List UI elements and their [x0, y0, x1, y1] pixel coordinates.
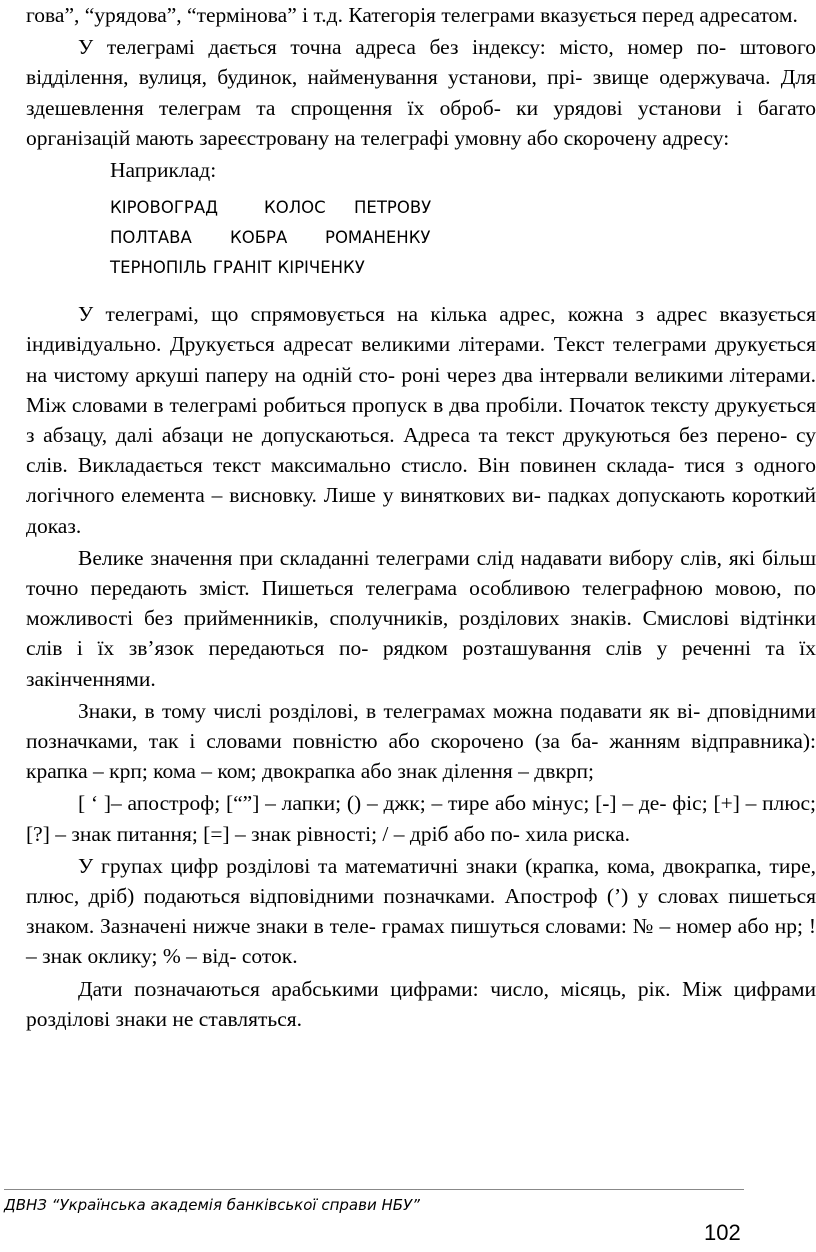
address-city: КІРОВОГРАД: [110, 198, 219, 218]
footer-institution: ДВНЗ “Українська академія банківської справи НБУ”: [4, 1196, 420, 1214]
address-code: КОБРА: [230, 228, 288, 248]
address-recipient: ПЕТРОВУ: [354, 198, 432, 218]
paragraph-multiple-addresses: У телеграмі, що спрямовується на кілька адрес, кожна з адрес вказується індивідуально. Друкується адресат великими літерами. Текст телеграми друкується на чистому аркуші паперу на одній сто- роні через два інтервали великими літерами. Між словами в телеграмі робиться пропуск в два пробіли. Початок тексту друкується з абзацу, далі абзаци не допускаються. Адреса та текст друкуються без перено- су слів. Викладається текст максимально стисло. Він повинен склада- тися з одного логічного елемента – висновку. Лише у виняткових ви- падках допускають короткий доказ.: [26, 302, 816, 538]
paragraph-digit-groups: У групах цифр розділові та математичні знаки (крапка, кома, двокрапка, тире, плюс, дріб) подаються відповідними позначками. Апостроф (’) у словах пишеться знаком. Зазначені нижче знаки в теле- грамах пишуться словами: № – номер або нр; ! – знак оклику; % – від- соток.: [26, 853, 816, 969]
paragraph-sign-list: [ ‘ ]– апостроф; [“”] – лапки; () – джк; – тире або мінус; [-] – де- фіс; [+] – плюс; [?] – знак питання; [=] – знак рівності; / – дріб або по- хила риска.: [26, 791, 816, 846]
address-city: ТЕРНОПІЛЬ: [110, 258, 207, 278]
address-line: [110, 193, 816, 223]
address-line: [110, 253, 816, 283]
address-line: [110, 223, 816, 253]
paragraph-punctuation-signs: Знаки, в тому числі розділові, в телеграмах можна подавати як ві- дповідними позначками, так і словами повністю або скорочено (за ба- жанням відправника): крапка – крп; кома – ком; двокрапка або знак ділення – двкрп;: [26, 698, 816, 784]
paragraph-word-choice: Велике значення при складанні телеграми слід надавати вибору слів, які більш точно передають зміст. Пишеться телеграма особливою телеграфною мовою, по можливості без прийменників, сполучників, розділових знаків. Смислові відтінки слів і їх зв’язок передаються по- рядком розташування слів у реченні та їх закінченнями.: [26, 545, 816, 691]
address-recipient: РОМАНЕНКУ: [325, 228, 431, 248]
paragraph-dates: Дати позначаються арабськими цифрами: число, місяць, рік. Між цифрами розділові знаки не ставляться.: [26, 976, 816, 1031]
address-city: ПОЛТАВА: [110, 228, 192, 248]
paragraph-continuation: гова”, “урядова”, “термінова” і т.д. Категорія телеграми вказується перед адресатом.: [26, 3, 798, 27]
paragraph-address-rules: У телеграмі дається точна адреса без індексу: місто, номер по- штового відділення, вулиця, будинок, найменування установи, прі- звище одержувача. Для здешевлення телеграм та спрощення їх оброб- ки урядові установи і багато організацій мають зареєстровану на телеграфі умовну або скорочену адресу:: [26, 35, 816, 150]
address-recipient: КІРІЧЕНКУ: [277, 258, 365, 278]
address-code: КОЛОС: [264, 198, 326, 218]
address-examples: [110, 193, 816, 283]
footer-divider: [4, 1189, 744, 1190]
address-code: ГРАНІТ: [212, 258, 272, 278]
page-content: [26, 0, 816, 1034]
page-number: 102: [704, 1220, 741, 1245]
example-label: Наприклад:: [110, 158, 217, 183]
